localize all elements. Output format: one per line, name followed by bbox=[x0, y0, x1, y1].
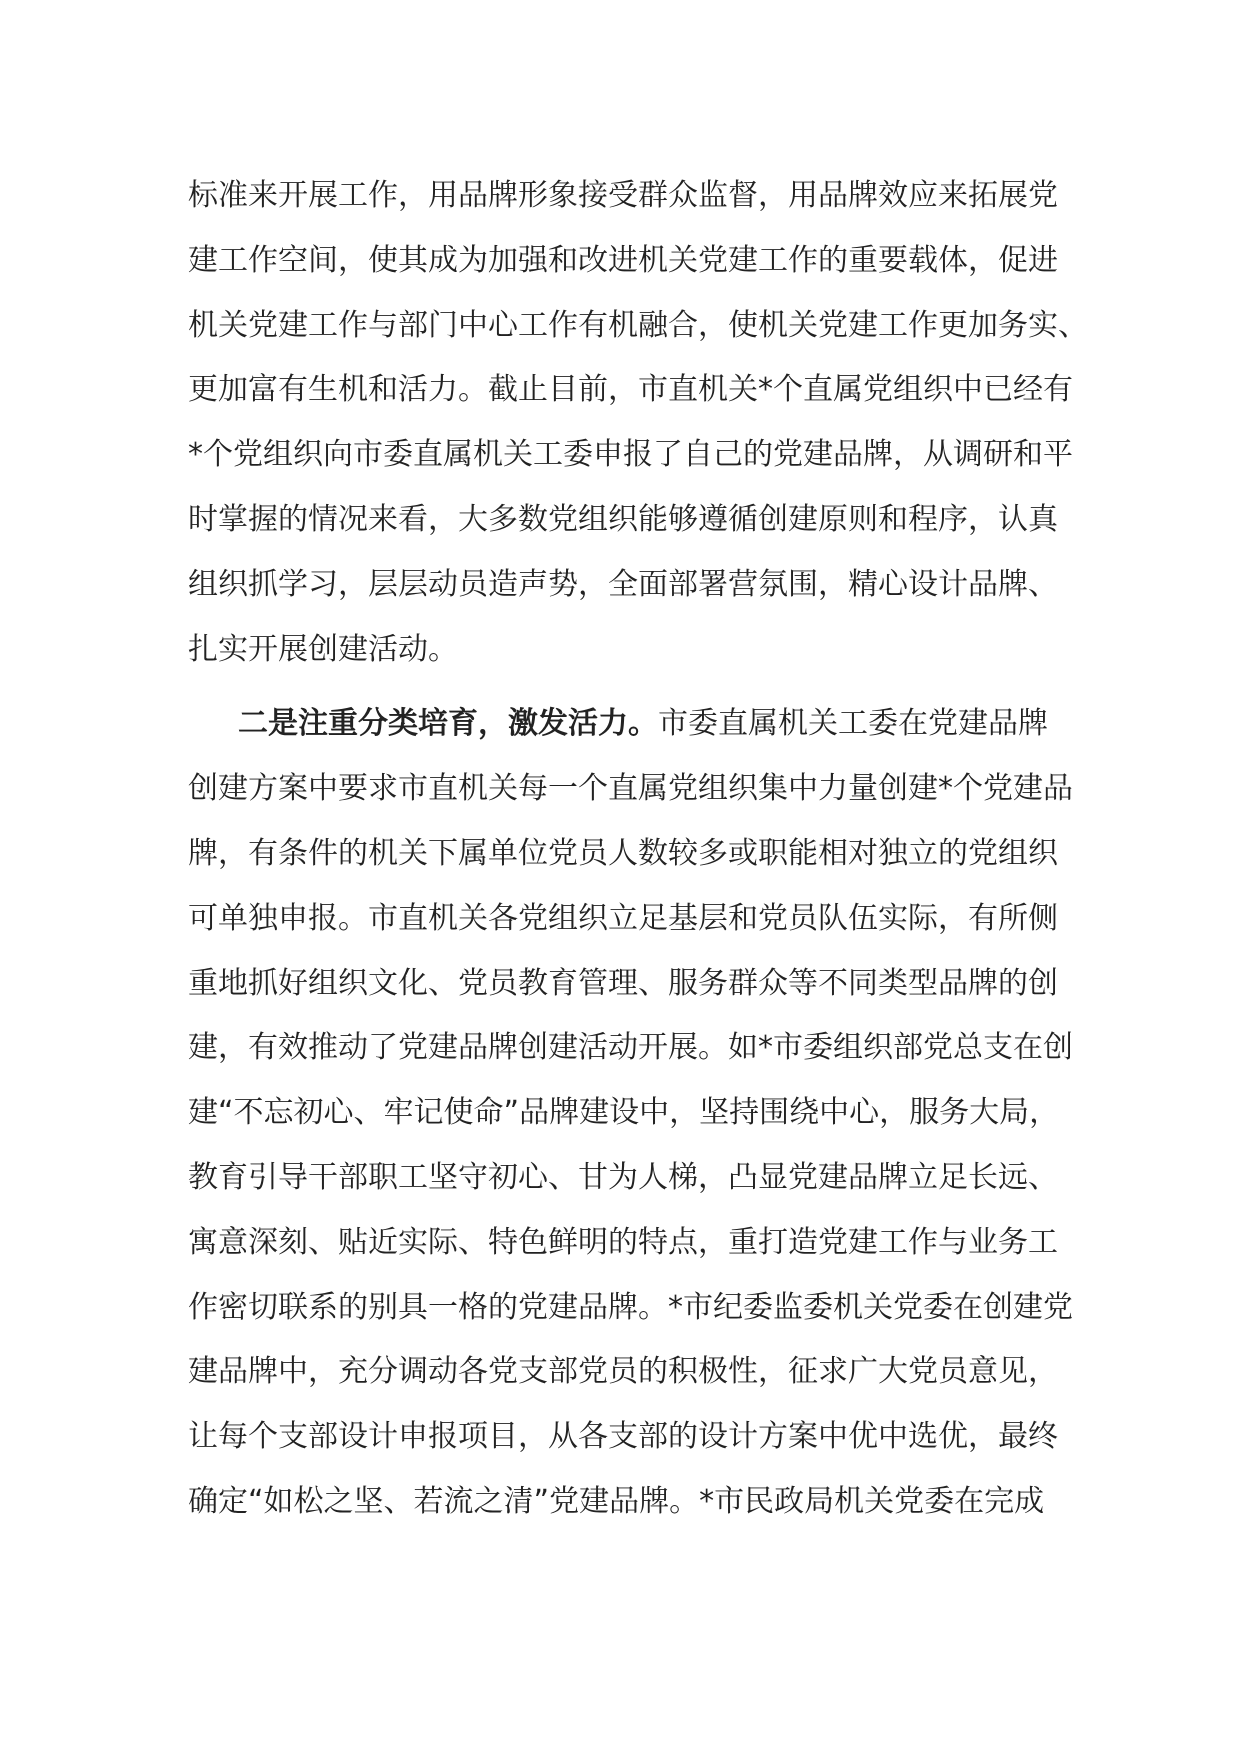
text-line: *个党组织向市委直属机关工委申报了自己的党建品牌，从调研和平 bbox=[188, 437, 1073, 473]
text-line: 更加富有生机和活力。截止目前，市直机关*个直属党组织中已经有 bbox=[188, 372, 1073, 408]
text-line: 建品牌中，充分调动各党支部党员的积极性，征求广大党员意见， bbox=[188, 1354, 1058, 1390]
paragraph bbox=[188, 164, 1088, 682]
text-line: 建“不忘初心、牢记使命”品牌建设中，坚持围绕中心，服务大局， bbox=[188, 1095, 1060, 1131]
text-line: 牌，有条件的机关下属单位党员人数较多或职能相对独立的党组织 bbox=[188, 835, 1058, 871]
text-line: 建工作空间，使其成为加强和改进机关党建工作的重要载体，促进 bbox=[188, 242, 1058, 278]
text-line: 作密切联系的别具一格的党建品牌。*市纪委监委机关党委在创建党 bbox=[188, 1289, 1073, 1325]
text-line: 建，有效推动了党建品牌创建活动开展。如*市委组织部党总支在创 bbox=[188, 1030, 1073, 1066]
text-line: 机关党建工作与部门中心工作有机融合，使机关党建工作更加务实、 bbox=[188, 307, 1088, 343]
paragraph-heading: 二是注重分类培育，激发活力。 bbox=[238, 706, 658, 742]
text-line: 寓意深刻、贴近实际、特色鲜明的特点，重打造党建工作与业务工 bbox=[188, 1224, 1058, 1260]
text-line: 时掌握的情况来看，大多数党组织能够遵循创建原则和程序，认真 bbox=[188, 501, 1058, 537]
text-line: 创建方案中要求市直机关每一个直属党组织集中力量创建*个党建品 bbox=[188, 771, 1073, 807]
text-line: 重地抓好组织文化、党员教育管理、服务群众等不同类型品牌的创 bbox=[188, 965, 1058, 1001]
document-body bbox=[188, 164, 1088, 1535]
text-line: 让每个支部设计申报项目，从各支部的设计方案中优中选优，最终 bbox=[188, 1419, 1058, 1455]
paragraph bbox=[188, 692, 1073, 1534]
paragraph-spacer bbox=[188, 682, 1058, 692]
text-line: 组织抓学习，层层动员造声势，全面部署营氛围，精心设计品牌、 bbox=[188, 566, 1058, 602]
text-line: 标准来开展工作，用品牌形象接受群众监督，用品牌效应来拓展党 bbox=[188, 178, 1058, 213]
text-line bbox=[188, 692, 1058, 757]
text-line: 确定“如松之坚、若流之清”党建品牌。*市民政局机关党委在完成 bbox=[188, 1483, 1045, 1519]
text-line: 可单独申报。市直机关各党组织立足基层和党员队伍实际，有所侧 bbox=[188, 900, 1058, 936]
text-line: 扎实开展创建活动。 bbox=[188, 631, 458, 667]
text-span: 市委直属机关工委在党建品牌 bbox=[658, 706, 1048, 742]
text-line: 教育引导干部职工坚守初心、甘为人梯，凸显党建品牌立足长远、 bbox=[188, 1159, 1058, 1195]
